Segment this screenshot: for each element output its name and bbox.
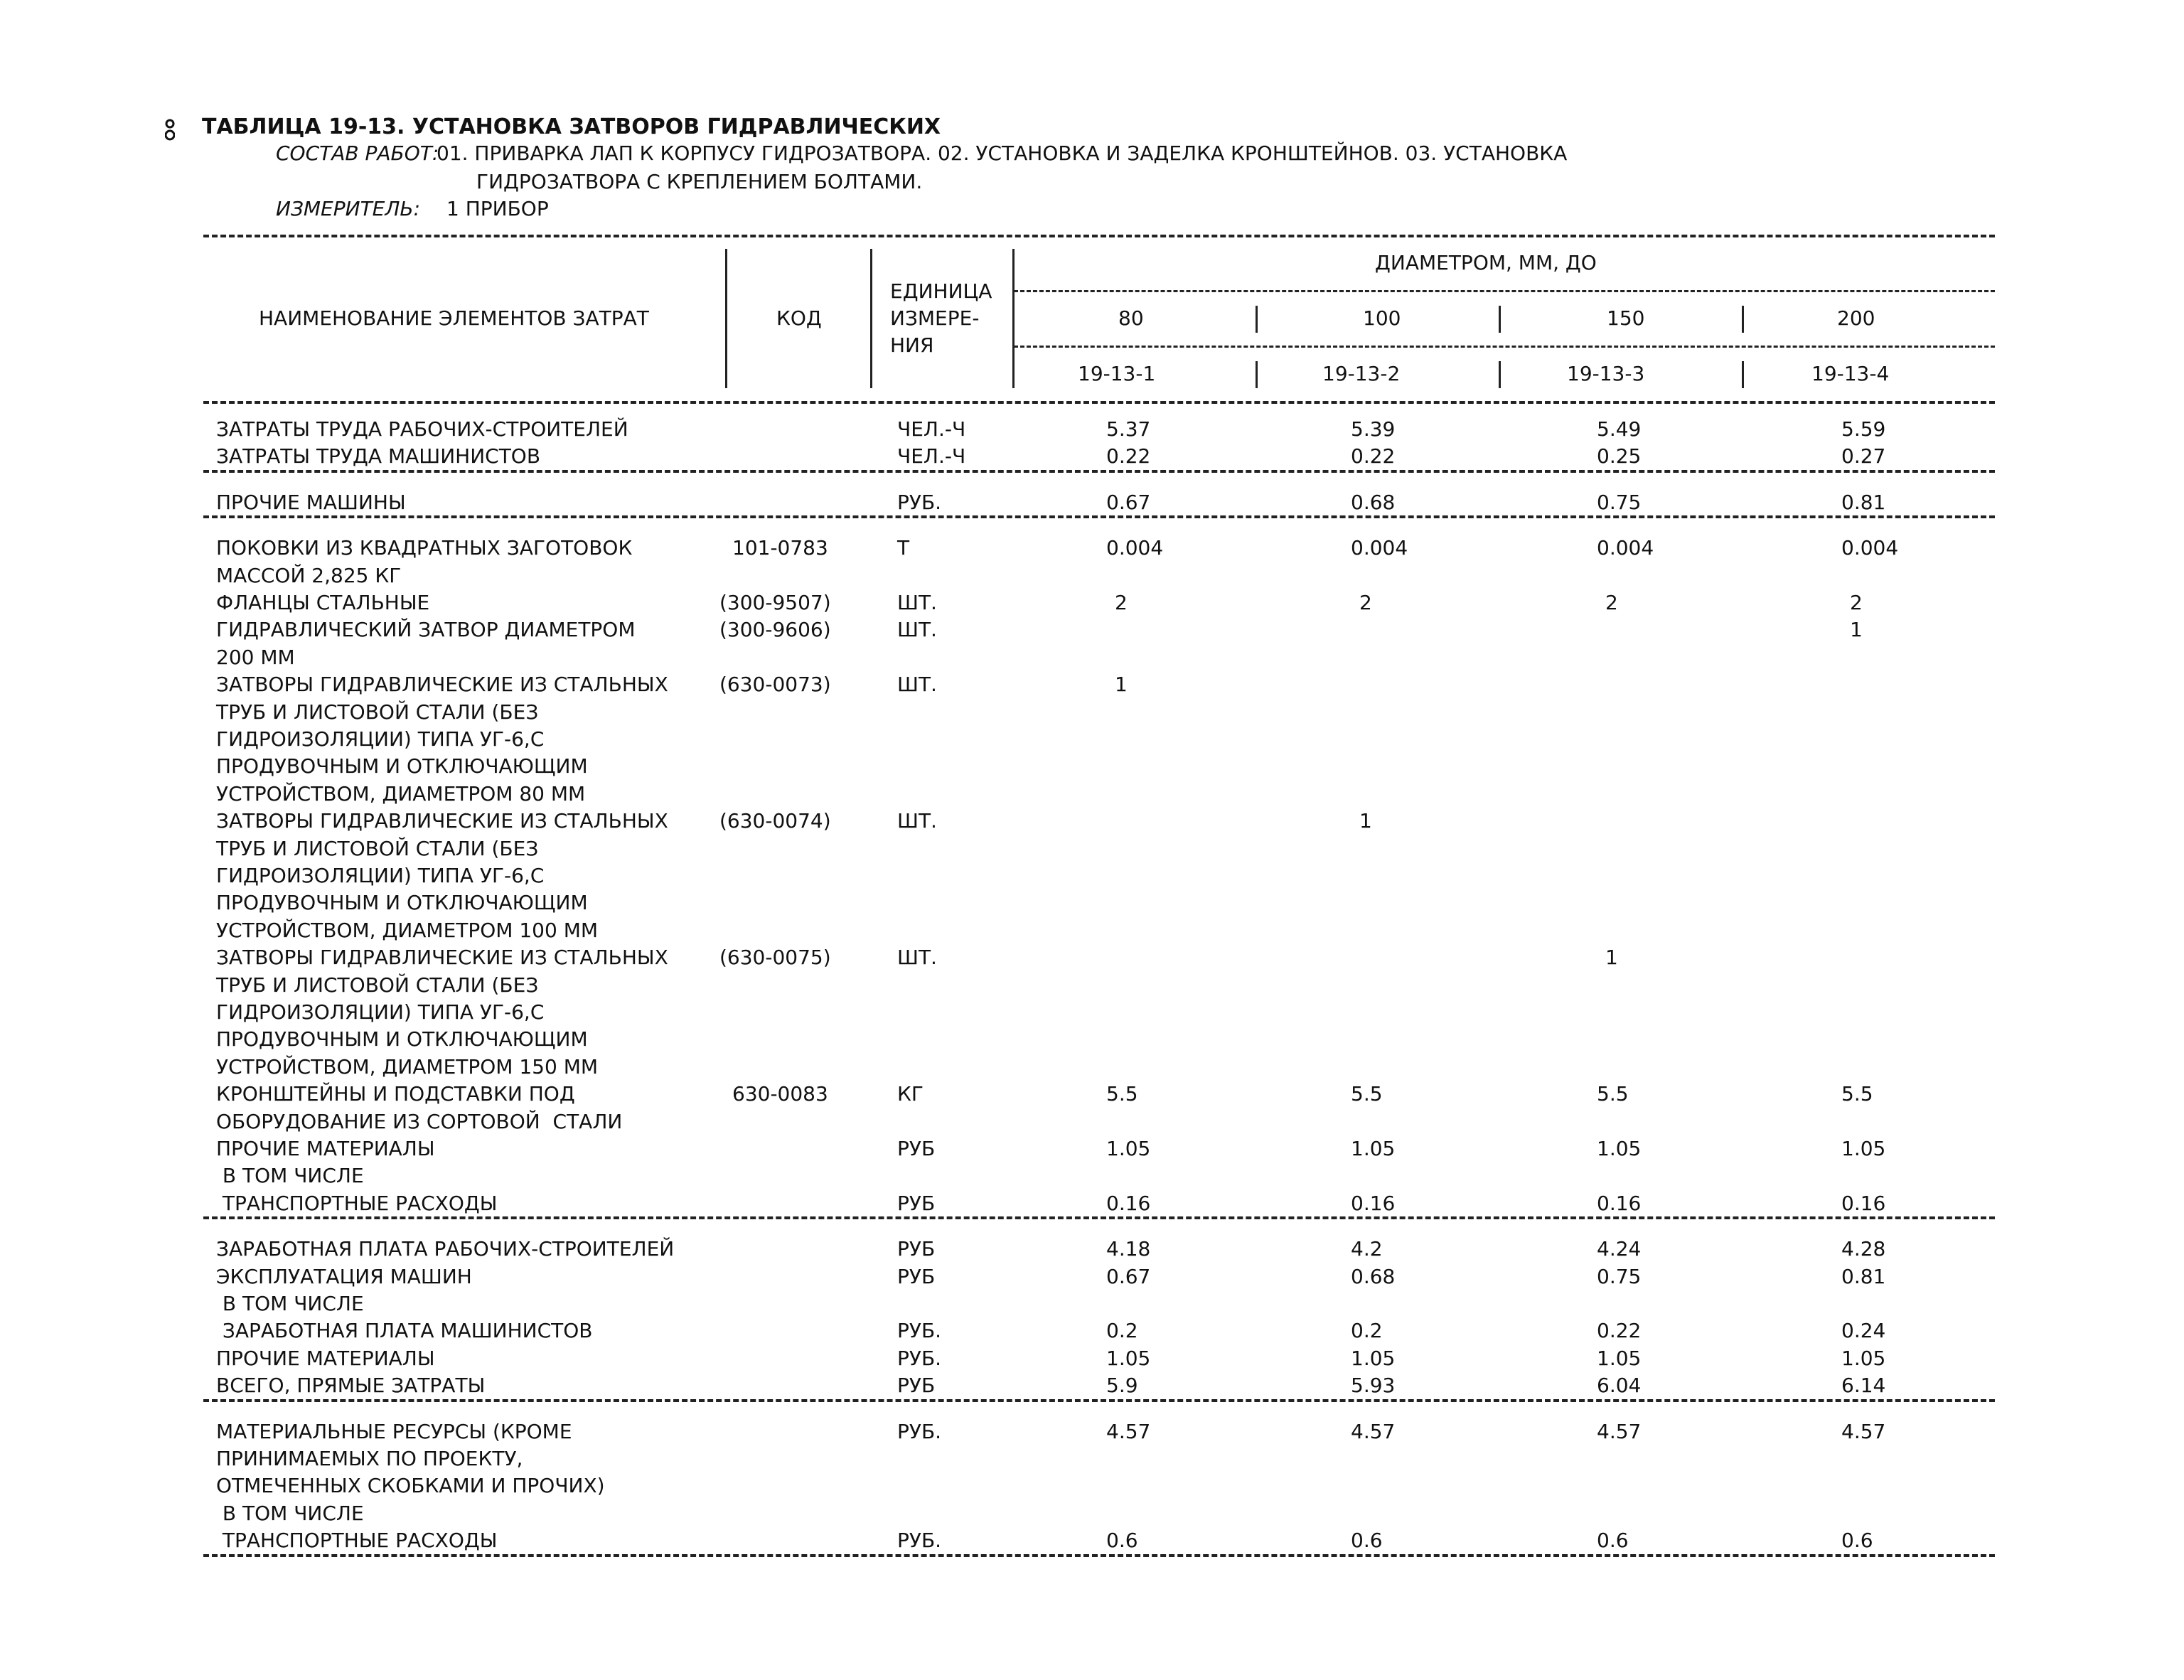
row-name-line: 200 ММ	[216, 646, 295, 669]
row-value: 5.93	[1351, 1374, 1396, 1397]
row-unit: РУБ.	[897, 491, 942, 514]
row-value: 0.16	[1841, 1192, 1886, 1215]
row-name-line: ТРАНСПОРТНЫЕ РАСХОДЫ	[216, 1529, 498, 1552]
row-code: 101-0783	[732, 536, 828, 560]
row-unit: ШТ.	[897, 673, 937, 696]
row-name-line: ТРУБ И ЛИСТОВОЙ СТАЛИ (БЕЗ	[216, 700, 539, 724]
row-name-line: ПРИНИМАЕМЫХ ПО ПРОЕКТУ,	[216, 1447, 523, 1470]
row-value: 2	[1850, 591, 1863, 614]
row-value: 5.5	[1106, 1082, 1138, 1106]
row-unit: ЧЕЛ.-Ч	[897, 417, 966, 441]
row-value: 0.22	[1351, 444, 1396, 468]
row-name-line: ПРОДУВОЧНЫМ И ОТКЛЮЧАЮЩИМ	[216, 891, 588, 914]
row-code: (630-0075)	[719, 946, 831, 969]
sostav-line-2: ГИДРОЗАТВОРА С КРЕПЛЕНИЕМ БОЛТАМИ.	[476, 170, 923, 193]
row-value: 0.68	[1351, 1265, 1396, 1288]
row-value: 0.16	[1106, 1192, 1151, 1215]
izmeritel-value: 1 ПРИБОР	[446, 197, 549, 220]
header-rate-code: 19-13-3	[1567, 362, 1645, 385]
row-name-line: ЭКСПЛУАТАЦИЯ МАШИН	[216, 1265, 472, 1288]
row-name-line: УСТРОЙСТВОМ, ДИАМЕТРОМ 80 ММ	[216, 782, 586, 806]
row-name-line: ЗАТРАТЫ ТРУДА РАБОЧИХ-СТРОИТЕЛЕЙ	[216, 417, 628, 441]
row-name-line: ГИДРОИЗОЛЯЦИИ) ТИПА УГ-6,С	[216, 727, 545, 751]
row-name-line: КРОНШТЕЙНЫ И ПОДСТАВКИ ПОД	[216, 1082, 575, 1106]
row-name-line: ПРОЧИЕ МАТЕРИАЛЫ	[216, 1137, 435, 1160]
row-name-line: ОБОРУДОВАНИЕ ИЗ СОРТОВОЙ СТАЛИ	[216, 1110, 623, 1133]
row-value: 0.22	[1597, 1319, 1642, 1342]
row-unit: РУБ.	[897, 1347, 942, 1370]
row-value: 0.004	[1597, 536, 1654, 560]
row-unit: РУБ	[897, 1137, 936, 1160]
row-name-line: ПРОДУВОЧНЫМ И ОТКЛЮЧАЮЩИМ	[216, 1027, 588, 1051]
row-value: 0.004	[1351, 536, 1408, 560]
row-value: 0.27	[1841, 444, 1886, 468]
row-unit: ШТ.	[897, 591, 937, 614]
row-value: 2	[1115, 591, 1128, 614]
row-unit: ШТ.	[897, 618, 937, 641]
row-value: 4.57	[1841, 1420, 1886, 1443]
row-value: 5.5	[1351, 1082, 1383, 1106]
row-name-line: ЗАТВОРЫ ГИДРАВЛИЧЕСКИЕ ИЗ СТАЛЬНЫХ	[216, 946, 668, 969]
row-unit: Т	[897, 536, 910, 560]
row-name-line: ТРУБ И ЛИСТОВОЙ СТАЛИ (БЕЗ	[216, 837, 539, 860]
row-name-line: ЗАТВОРЫ ГИДРАВЛИЧЕСКИЕ ИЗ СТАЛЬНЫХ	[216, 809, 668, 833]
row-value: 2	[1605, 591, 1618, 614]
row-value: 5.59	[1841, 417, 1886, 441]
row-value: 5.9	[1106, 1374, 1138, 1397]
row-value: 0.16	[1597, 1192, 1642, 1215]
row-value: 0.22	[1106, 444, 1151, 468]
row-name-line: ТРУБ И ЛИСТОВОЙ СТАЛИ (БЕЗ	[216, 973, 539, 997]
header-col-divider	[1012, 249, 1015, 388]
row-value: 1	[1850, 618, 1863, 641]
row-name-line: ЗАТВОРЫ ГИДРАВЛИЧЕСКИЕ ИЗ СТАЛЬНЫХ	[216, 673, 668, 696]
row-value: 0.67	[1106, 1265, 1151, 1288]
row-name-line: ЗАРАБОТНАЯ ПЛАТА РАБОЧИХ-СТРОИТЕЛЕЙ	[216, 1237, 675, 1261]
header-diameter: 100	[1363, 306, 1401, 330]
header-unit-line: ЕДИНИЦА	[890, 279, 992, 303]
header-unit-line: НИЯ	[890, 333, 934, 357]
header-diameter: 80	[1118, 306, 1144, 330]
row-name-line: ГИДРОИЗОЛЯЦИИ) ТИПА УГ-6,С	[216, 1000, 545, 1024]
section-rule	[203, 1399, 1995, 1402]
row-name-line: ПРОЧИЕ МАТЕРИАЛЫ	[216, 1347, 435, 1370]
row-unit: РУБ	[897, 1265, 936, 1288]
row-value: 1.05	[1597, 1347, 1642, 1370]
row-value: 1	[1115, 673, 1128, 696]
sostav-line-1: 01. ПРИВАРКА ЛАП К КОРПУСУ ГИДРОЗАТВОРА. 02. УСТАНОВКА И ЗАДЕЛКА КРОНШТЕЙНОВ. 03. УСТАНОВКА	[437, 141, 1568, 165]
row-value: 0.6	[1841, 1529, 1873, 1552]
row-unit: КГ	[897, 1082, 924, 1106]
row-value: 0.6	[1351, 1529, 1383, 1552]
header-diameter: 200	[1837, 306, 1875, 330]
row-value: 4.57	[1106, 1420, 1151, 1443]
row-name-line: ПРОЧИЕ МАШИНЫ	[216, 491, 406, 514]
row-name-line: ФЛАНЦЫ СТАЛЬНЫЕ	[216, 591, 430, 614]
row-code: (300-9507)	[719, 591, 831, 614]
header-col-divider	[1742, 306, 1744, 333]
row-value: 0.2	[1106, 1319, 1138, 1342]
row-value: 1.05	[1351, 1137, 1396, 1160]
header-col-divider	[1256, 306, 1258, 333]
table-top-rule	[203, 235, 1995, 237]
row-value: 4.28	[1841, 1237, 1886, 1261]
header-name: НАИМЕНОВАНИЕ ЭЛЕМЕНТОВ ЗАТРАТ	[259, 306, 649, 330]
izmeritel-label: ИЗМЕРИТЕЛЬ:	[276, 197, 421, 220]
row-name-line: ПРОДУВОЧНЫМ И ОТКЛЮЧАЮЩИМ	[216, 754, 588, 778]
row-unit: ШТ.	[897, 946, 937, 969]
row-value: 0.6	[1597, 1529, 1629, 1552]
row-unit: РУБ.	[897, 1319, 942, 1342]
row-unit: ШТ.	[897, 809, 937, 833]
row-value: 2	[1359, 591, 1372, 614]
section-rule	[203, 1554, 1995, 1557]
row-value: 1	[1605, 946, 1618, 969]
row-value: 0.6	[1106, 1529, 1138, 1552]
row-value: 5.5	[1841, 1082, 1873, 1106]
row-value: 1.05	[1841, 1137, 1886, 1160]
row-value: 0.81	[1841, 1265, 1886, 1288]
header-col-divider	[1742, 361, 1744, 388]
section-rule	[203, 470, 1995, 473]
row-name-line: ВСЕГО, ПРЯМЫЕ ЗАТРАТЫ	[216, 1374, 486, 1397]
row-name-line: В ТОМ ЧИСЛЕ	[216, 1502, 364, 1525]
row-value: 0.81	[1841, 491, 1886, 514]
section-rule	[203, 1216, 1995, 1219]
header-diameter: 150	[1607, 306, 1645, 330]
header-col-divider	[1499, 361, 1501, 388]
row-value: 0.25	[1597, 444, 1642, 468]
row-name-line: УСТРОЙСТВОМ, ДИАМЕТРОМ 100 ММ	[216, 919, 599, 942]
row-unit: РУБ	[897, 1192, 936, 1215]
header-rate-code: 19-13-1	[1078, 362, 1156, 385]
row-value: 1	[1359, 809, 1372, 833]
header-unit-line: ИЗМЕРЕ-	[890, 306, 980, 330]
row-value: 5.39	[1351, 417, 1396, 441]
row-name-line: ЗАРАБОТНАЯ ПЛАТА МАШИНИСТОВ	[216, 1319, 593, 1342]
row-value: 0.16	[1351, 1192, 1396, 1215]
row-name-line: В ТОМ ЧИСЛЕ	[216, 1164, 364, 1187]
row-value: 1.05	[1841, 1347, 1886, 1370]
row-value: 0.24	[1841, 1319, 1886, 1342]
page-number-mark	[165, 118, 175, 142]
row-name-line: МАТЕРИАЛЬНЫЕ РЕСУРСЫ (КРОМЕ	[216, 1420, 572, 1443]
header-sub-rule	[1014, 346, 1995, 348]
header-code: КОД	[776, 306, 822, 330]
header-col-divider	[870, 249, 872, 388]
row-code: 630-0083	[732, 1082, 828, 1106]
header-diameter-group: ДИАМЕТРОМ, ММ, ДО	[1375, 251, 1597, 274]
row-value: 0.75	[1597, 1265, 1642, 1288]
row-name-line: ГИДРАВЛИЧЕСКИЙ ЗАТВОР ДИАМЕТРОМ	[216, 618, 636, 641]
row-value: 5.5	[1597, 1082, 1629, 1106]
row-unit: ЧЕЛ.-Ч	[897, 444, 966, 468]
row-code: (300-9606)	[719, 618, 831, 641]
row-value: 6.14	[1841, 1374, 1886, 1397]
row-code: (630-0074)	[719, 809, 831, 833]
row-unit: РУБ.	[897, 1420, 942, 1443]
row-value: 4.57	[1597, 1420, 1642, 1443]
row-value: 1.05	[1106, 1137, 1151, 1160]
row-value: 4.57	[1351, 1420, 1396, 1443]
row-value: 6.04	[1597, 1374, 1642, 1397]
row-value: 5.37	[1106, 417, 1151, 441]
header-sub-rule	[1014, 290, 1995, 292]
header-col-divider	[1499, 306, 1501, 333]
row-value: 1.05	[1106, 1347, 1151, 1370]
row-value: 0.67	[1106, 491, 1151, 514]
row-unit: РУБ	[897, 1374, 936, 1397]
section-rule	[203, 401, 1995, 404]
header-col-divider	[725, 249, 727, 388]
row-value: 4.18	[1106, 1237, 1151, 1261]
row-name-line: ТРАНСПОРТНЫЕ РАСХОДЫ	[216, 1192, 498, 1215]
section-rule	[203, 515, 1995, 518]
row-value: 5.49	[1597, 417, 1642, 441]
sostav-label: СОСТАВ РАБОТ:	[276, 141, 439, 165]
row-value: 1.05	[1597, 1137, 1642, 1160]
row-name-line: ГИДРОИЗОЛЯЦИИ) ТИПА УГ-6,С	[216, 864, 545, 887]
row-value: 0.2	[1351, 1319, 1383, 1342]
row-name-line: МАССОЙ 2,825 КГ	[216, 564, 402, 587]
row-unit: РУБ	[897, 1237, 936, 1261]
header-rate-code: 19-13-4	[1811, 362, 1890, 385]
row-name-line: ОТМЕЧЕННЫХ СКОБКАМИ И ПРОЧИХ)	[216, 1474, 605, 1497]
header-rate-code: 19-13-2	[1322, 362, 1401, 385]
row-value: 4.24	[1597, 1237, 1642, 1261]
row-name-line: ПОКОВКИ ИЗ КВАДРАТНЫХ ЗАГОТОВОК	[216, 536, 633, 560]
row-value: 1.05	[1351, 1347, 1396, 1370]
header-col-divider	[1256, 361, 1258, 388]
row-value: 0.004	[1841, 536, 1899, 560]
row-name-line: УСТРОЙСТВОМ, ДИАМЕТРОМ 150 ММ	[216, 1055, 599, 1079]
table-title: ТАБЛИЦА 19-13. УСТАНОВКА ЗАТВОРОВ ГИДРАВЛИЧЕСКИХ	[202, 114, 941, 139]
row-value: 4.2	[1351, 1237, 1383, 1261]
row-name-line: ЗАТРАТЫ ТРУДА МАШИНИСТОВ	[216, 444, 541, 468]
row-name-line: В ТОМ ЧИСЛЕ	[216, 1292, 364, 1315]
row-value: 0.75	[1597, 491, 1642, 514]
row-code: (630-0073)	[719, 673, 831, 696]
row-value: 0.004	[1106, 536, 1164, 560]
row-unit: РУБ.	[897, 1529, 942, 1552]
row-value: 0.68	[1351, 491, 1396, 514]
